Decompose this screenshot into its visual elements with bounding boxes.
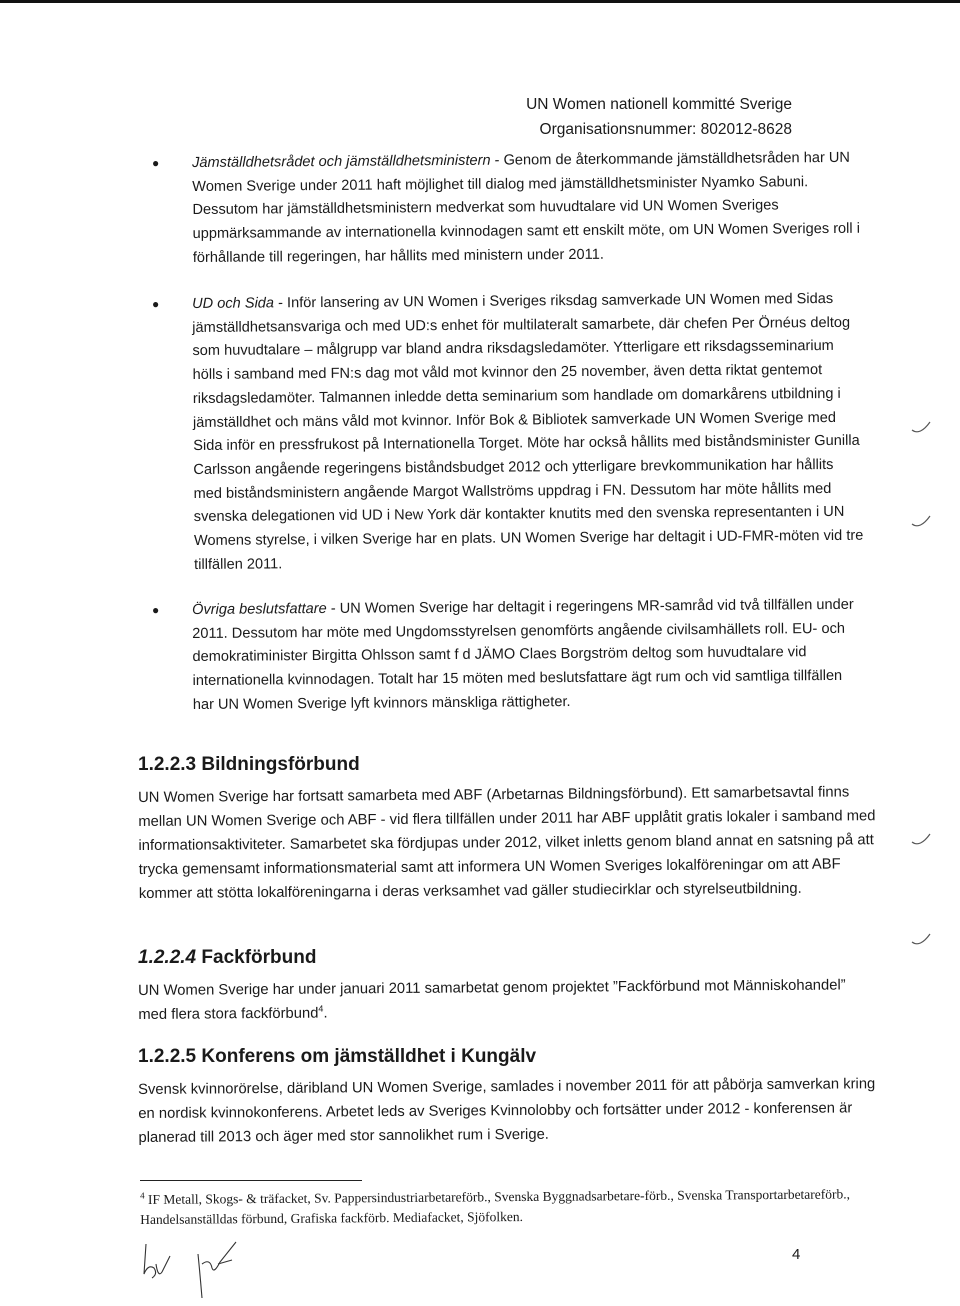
section-heading: [138, 945, 878, 971]
list-item: [150, 149, 862, 271]
footnote-mark: 4: [140, 1190, 145, 1201]
section-body: [138, 973, 878, 1027]
bullet-body: - UN Women Sverige har deltagit i regeringens MR-samråd vid två tillfällen under 2011. Dessutom har möte med Ungdomsstyrelsen genomförts angående civilsamhällets roll. EU- och demokratiminister Birgitta Ohlsson samt f d JÄMO Claes Borgström deltog som huvudtalare vid internationella kvinnodagen. Totalt har 15 möten med beslutsfattare ägt rum och vid samtliga tillfällen har UN Women Sverige lyft kvinnors mänskliga rättigheter.: [192, 596, 854, 713]
section-number: 1.2.2.4: [138, 947, 197, 968]
section-body: Svensk kvinnorörelse, däribland UN Women Sverige, samlades i november 2011 för att påbörja samverkan kring en nordisk kvinnokonferens. Arbetet leds av Sveriges Kvinnolobby och fortsätter under 2012 - konferensen är planerad till 2013 och äger med stor sannolikhet rum i Sverige.: [138, 1076, 876, 1146]
section-konferens: [138, 1044, 878, 1150]
section-heading: [138, 752, 878, 778]
margin-mark-icon: [910, 512, 934, 532]
bullet-list: [150, 149, 864, 739]
bullet-body: - Inför lansering av UN Women i Sveriges riksdag samverkade UN Women med Sidas jämställdhetsansvariga och med UD:s enhet för multilateralt samarbete, där chefen Per Örnéus deltog som huvudtalare – målgrupp var bland andra riksdagsledamöter. Ytterligare ett riksdagsseminarium hölls i samband med FN:s dag mot våld mot kvinnor den 25 november, även detta riktat gentemot riksdagsledamöter. Talmannen inledde detta seminarium som handlade om domarkårens utbildning i jämställdhet och mäns våld mot kvinnor. Inför Bok & Bibliotek samverkade UN Women Sverige med Sida inför en pressfrukost på Internationella Torget. Möte har också hållits med biståndsminister Gunilla Carlsson angående regeringens biståndsbudget 2012 och ytterligare brevkommunikation har hållits med biståndsministern angående Margot Wallströms uppdrag i FN. Dessutom har möte hållits med svenska delegationen vid UD i New York där kontakter knutits med den svenska representanten i UN Womens styrelse, i vilken Sverige har en plats. UN Women Sverige har deltagit i UD-FMR-möten vid tre tillfällen 2011.: [192, 290, 864, 573]
bullet-lead: UD och Sida: [192, 294, 275, 312]
bullet-icon: ●: [152, 296, 160, 311]
margin-mark-icon: [910, 830, 934, 850]
bullet-text: [192, 594, 863, 718]
list-item: [150, 290, 864, 577]
bullet-icon: ●: [152, 156, 160, 170]
section-number: 1.2.2.5: [138, 1046, 197, 1067]
section-bildningsforbund: [138, 752, 878, 906]
section-body-end: .: [323, 1005, 328, 1022]
org-number: Organisationsnummer: 802012-8628: [539, 121, 792, 138]
bullet-text: [192, 147, 863, 271]
bullet-text: [192, 287, 864, 577]
bullet-body: - Genom de återkommande jämställdhetsråden har UN Women Sverige under 2011 haft möjlighet till dialog med jämställdhetsminister Nyamko Sabuni. Dessutom har jämställdhetsministern medverkat som huvudtalare vid UN Women Sveriges uppmärksammande av internationella kvinnodagen samt ett enskilt möte, om UN Women Sveriges roll i förhållande till regeringen, har hållits med ministern under 2011.: [192, 149, 860, 266]
section-number: 1.2.2.3: [138, 754, 197, 775]
initials-signature-icon: [140, 1234, 260, 1304]
document-header: [526, 92, 792, 142]
margin-mark-icon: [910, 930, 934, 950]
section-title: Bildningsförbund: [201, 754, 360, 775]
footnote-ref: 4: [318, 1003, 324, 1014]
section-heading: [138, 1044, 878, 1070]
section-body-text: UN Women Sverige har under januari 2011 samarbetat genom projektet ”Fackförbund mot Människohandel” med flera stora fackförbund: [138, 977, 846, 1023]
margin-mark-icon: [910, 418, 934, 438]
list-item: [150, 596, 862, 718]
org-name: UN Women nationell kommitté Sverige: [526, 96, 792, 113]
page-number: 4: [792, 1246, 801, 1263]
footnote-separator: [140, 1180, 362, 1181]
section-body: UN Women Sverige har fortsatt samarbeta med ABF (Arbetarnas Bildningsförbund). Ett samarbetsavtal finns mellan UN Women Sverige och ABF - vid flera tillfällen under 2011 har ABF upplåtit gratis lokaler i samband med informationsaktiviteter. Samarbetet ska fördjupas under 2012, vilket inletts genom bland annat en satsning på att trycka gemensamt informationsmaterial samt att informera UN Women Sveriges lokalföreningar om att ABF kommer att stötta lokalföreningarna i deras verksamhet vad gäller studiecirklar och styrelseutbildning.: [138, 784, 876, 902]
bullet-lead: Övriga beslutsfattare: [192, 600, 327, 618]
section-title: Fackförbund: [201, 947, 317, 968]
bullet-icon: ●: [152, 602, 160, 617]
section-fackforbund: [138, 945, 878, 1027]
section-title: Konferens om jämställdhet i Kungälv: [201, 1046, 537, 1067]
footnote: [140, 1184, 860, 1230]
bullet-lead: Jämställdhetsrådet och jämställdhetsministern: [192, 152, 491, 171]
top-border-line: [0, 0, 960, 3]
footnote-text: IF Metall, Skogs- & träfacket, Sv. Pappersindustriarbetareförb., Svenska Byggnadsarbetare-förb., Svenska Transportarbetareförb., Handelsanställdas förbund, Grafiska fackförb. Mediafacket, Sjöfolken.: [140, 1186, 851, 1227]
